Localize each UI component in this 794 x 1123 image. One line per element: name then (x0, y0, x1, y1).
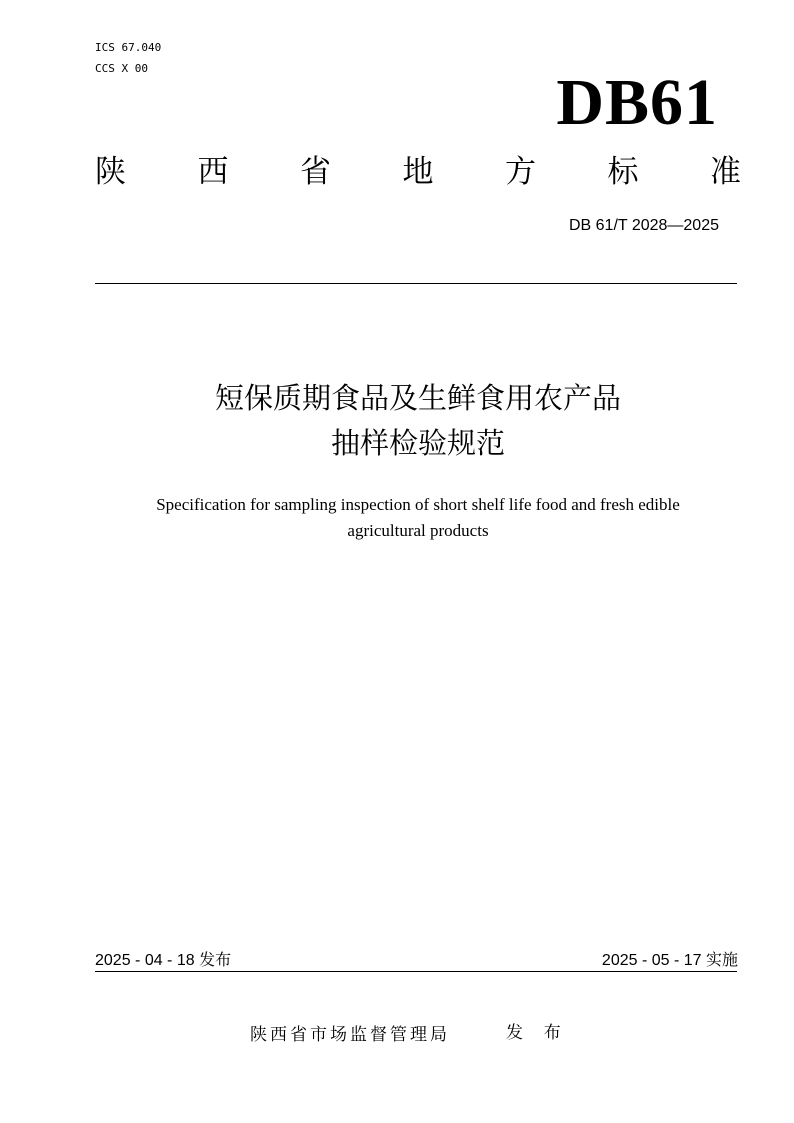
standard-type-char: 方 (505, 154, 536, 189)
standard-type-title (95, 152, 741, 192)
standard-type-char: 省 (300, 154, 331, 189)
standard-type-char: 西 (197, 154, 229, 189)
english-title-line-1: Specification for sampling inspection of short shelf life food and fresh edible (156, 495, 680, 514)
standard-type-char: 准 (710, 154, 741, 189)
footer-divider (95, 971, 737, 972)
standard-type-char: 地 (402, 154, 434, 189)
english-title-line-2: agricultural products (347, 521, 489, 540)
standard-number: DB 61/T 2028—2025 (568, 217, 719, 234)
ccs-code: CCS X 00 (95, 62, 148, 75)
chinese-title-line-2: 抽样检验规范 (330, 428, 505, 460)
chinese-title-line-1: 短保质期食品及生鲜食用农产品 (214, 383, 621, 415)
implementation-date: 2025 - 05 - 17 实施 (601, 952, 738, 969)
ics-code: ICS 67.040 (95, 41, 162, 54)
publish-label: 发 布 (506, 1023, 569, 1042)
header-divider (95, 283, 737, 284)
db61-logo: DB61 (556, 66, 718, 139)
standard-type-char: 陕 (95, 154, 126, 189)
standard-type-char: 标 (607, 154, 639, 189)
issue-date: 2025 - 04 - 18 发布 (95, 952, 232, 969)
publisher-name: 陕西省市场监督管理局 (250, 1025, 450, 1044)
